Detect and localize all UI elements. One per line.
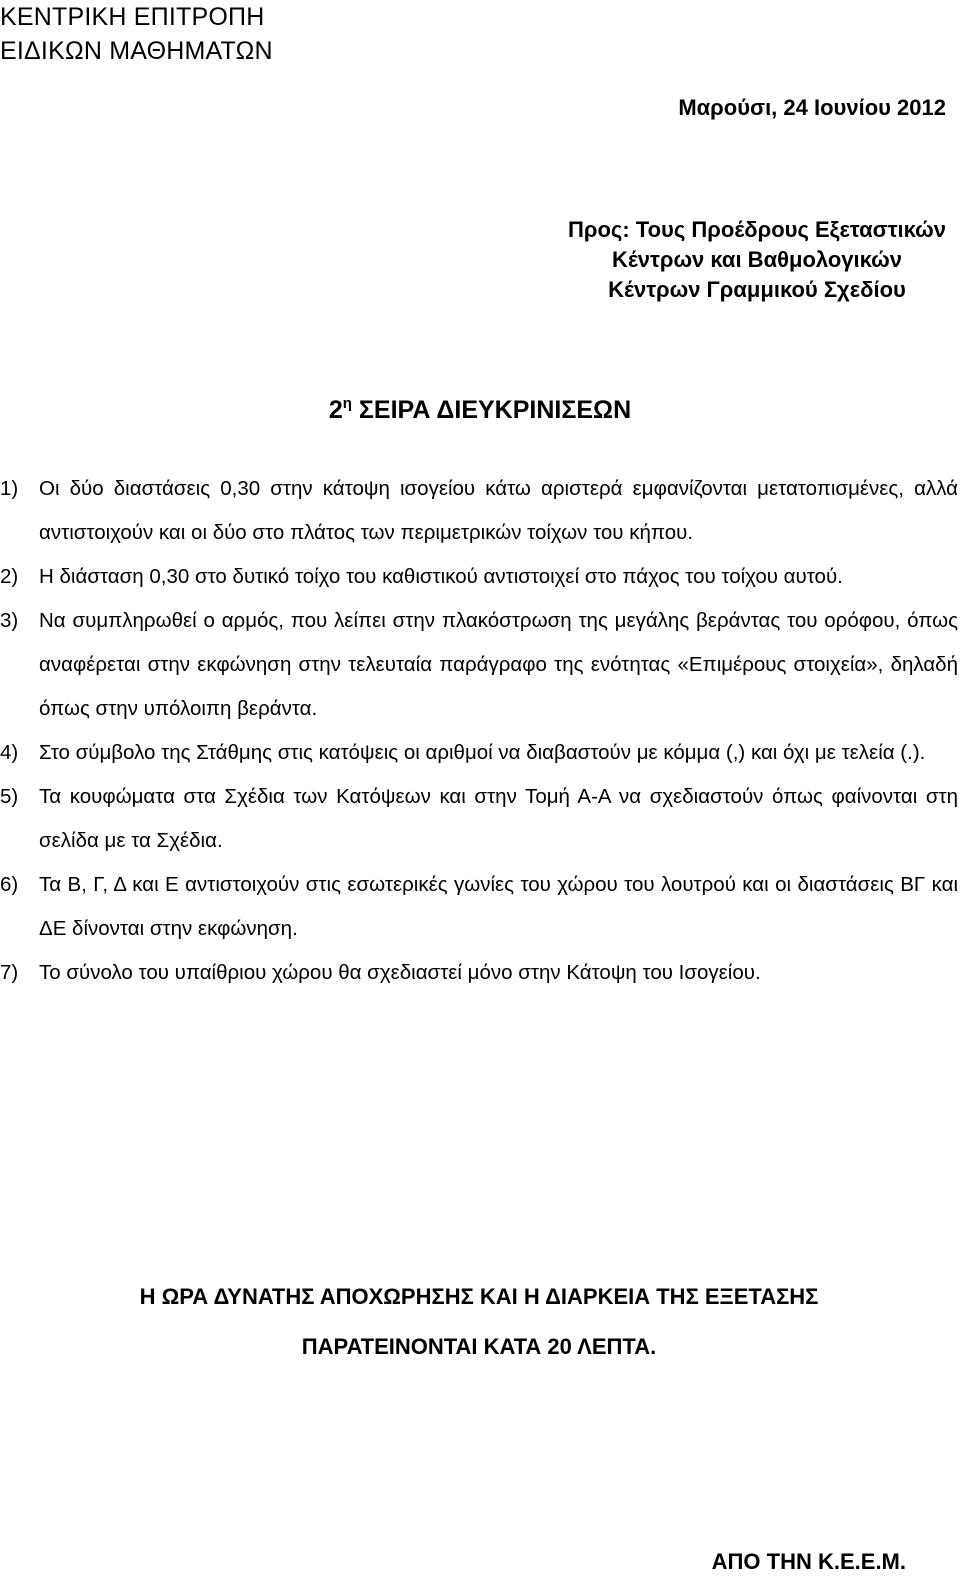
item-text: Οι δύο διαστάσεις 0,30 στην κάτοψη ισογείου κάτω αριστερά εμφανίζονται μετατοπισμένες, αλλά αντιστοιχούν και οι δύο στο πλάτος των περιμετρικών τοίχων του κήπου.: [39, 477, 958, 544]
list-item: [0, 467, 958, 555]
item-number: 3): [0, 609, 19, 632]
list-item: [0, 775, 958, 863]
series-number: 2: [328, 396, 343, 424]
closing-notice: [0, 1272, 958, 1372]
list-item: [0, 555, 958, 599]
item-number: 7): [0, 961, 19, 984]
signature: ΑΠΟ ΤΗΝ Κ.Ε.Ε.Μ.: [711, 1549, 906, 1574]
item-text: Η διάσταση 0,30 στο δυτικό τοίχο του καθιστικού αντιστοιχεί στο πάχος του τοίχου αυτού.: [39, 565, 843, 588]
series-title-text: ΣΕΙΡΑ ΔΙΕΥΚΡΙΝΙΣΕΩΝ: [358, 396, 632, 424]
document-date: Μαρούσι, 24 Ιουνίου 2012: [678, 95, 946, 120]
org-name-line1: ΚΕΝΤΡΙΚΗ ΕΠΙΤΡΟΠΗ: [0, 3, 265, 31]
recipient-line3: Κέντρων Γραμμικού Σχεδίου: [608, 277, 906, 302]
series-title: [0, 396, 960, 425]
item-text: Το σύνολο του υπαίθριου χώρου θα σχεδιαστεί μόνο στην Κάτοψη του Ισογείου.: [39, 961, 761, 984]
recipient-block: [568, 215, 946, 305]
item-text: Να συμπληρωθεί ο αρμός, που λείπει στην πλακόστρωση της μεγάλης βεράντας του ορόφου, όπως αναφέρεται στην εκφώνηση στην τελευταία παράγραφο της ενότητας «Επιμέρους στοιχεία», δηλαδή όπως στην υπόλοιπη βεράντα.: [39, 609, 958, 720]
list-item: [0, 951, 958, 995]
item-text: Τα Β, Γ, Δ και Ε αντιστοιχούν στις εσωτερικές γωνίες του χώρου του λουτρού και οι διαστάσεις ΒΓ και ΔΕ δίνονται στην εκφώνηση.: [39, 873, 958, 940]
item-number: 2): [0, 565, 19, 588]
recipient-line1: Προς: Τους Προέδρους Εξεταστικών: [567, 217, 946, 242]
item-number: 6): [0, 873, 19, 896]
closing-line2: ΠΑΡΑΤΕΙΝΟΝΤΑΙ ΚΑΤΑ 20 ΛΕΠΤΑ.: [301, 1334, 657, 1359]
recipient-line2: Κέντρων και Βαθμολογικών: [611, 247, 902, 272]
list-item: [0, 863, 958, 951]
list-item: [0, 599, 958, 731]
org-name-line2: ΕΙΔΙΚΩΝ ΜΑΘΗΜΑΤΩΝ: [0, 37, 273, 65]
item-text: Στο σύμβολο της Στάθμης στις κατόψεις οι αριθμοί να διαβαστούν με κόμμα (,) και όχι με τελεία (.).: [39, 741, 926, 764]
clarifications-list: [0, 467, 958, 995]
item-number: 4): [0, 741, 19, 764]
organization-header: [0, 0, 273, 68]
item-text: Τα κουφώματα στα Σχέδια των Κατόψεων και στην Τομή Α-Α να σχεδιαστούν όπως φαίνονται στη σελίδα με τα Σχέδια.: [39, 785, 958, 852]
list-item: [0, 731, 958, 775]
closing-line1: Η ΩΡΑ ΔΥΝΑΤΗΣ ΑΠΟΧΩΡΗΣΗΣ ΚΑΙ Η ΔΙΑΡΚΕΙΑ ΤΗΣ ΕΞΕΤΑΣΗΣ: [139, 1284, 819, 1309]
item-number: 1): [0, 477, 19, 500]
item-number: 5): [0, 785, 19, 808]
series-superscript: η: [342, 395, 352, 412]
